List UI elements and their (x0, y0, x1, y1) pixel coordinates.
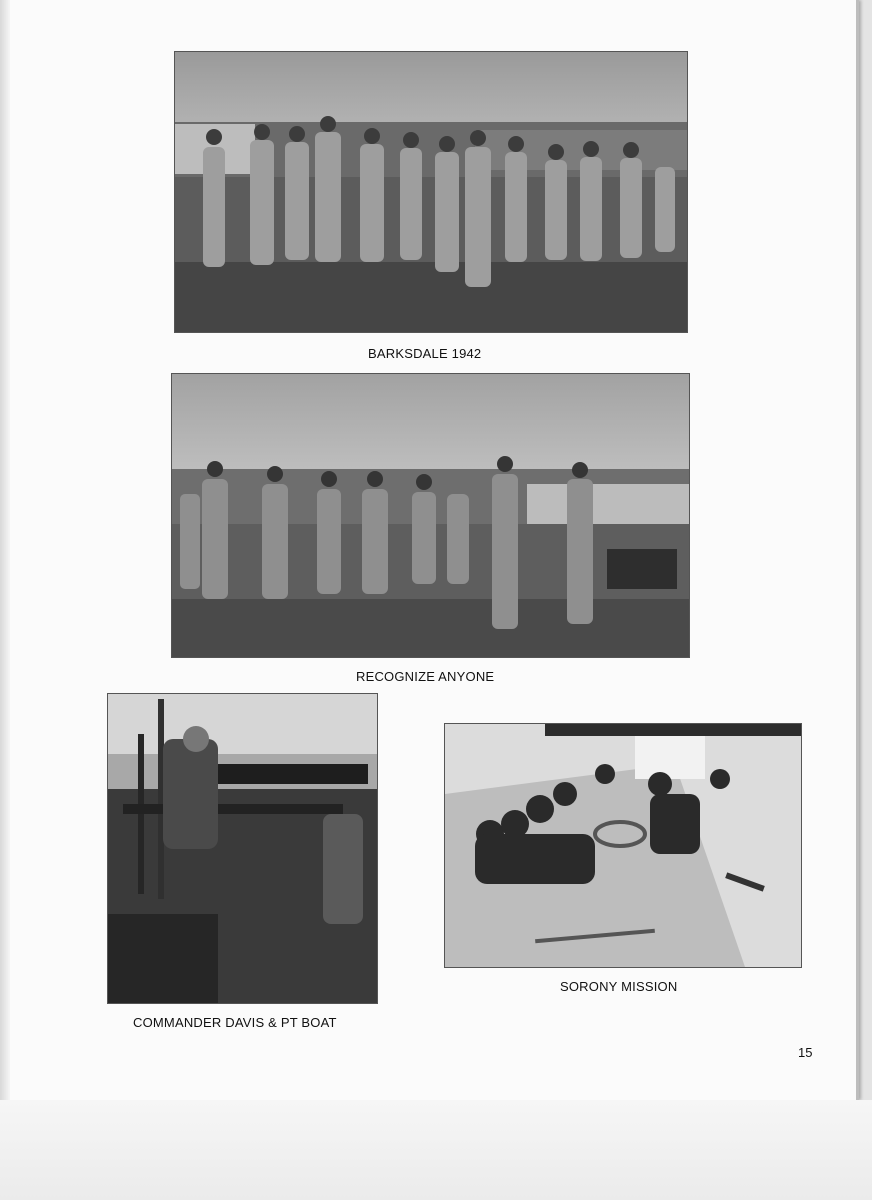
photo-barksdale-1942 (174, 51, 688, 333)
photo-sorony-mission (444, 723, 802, 968)
caption-recognize: RECOGNIZE ANYONE (356, 669, 495, 684)
photo-commander-davis (107, 693, 378, 1004)
caption-sorony: SORONY MISSION (560, 979, 678, 994)
photo-recognize-anyone (171, 373, 690, 658)
page-number: 15 (798, 1045, 813, 1060)
caption-barksdale: BARKSDALE 1942 (368, 346, 482, 361)
binding-shadow (0, 0, 10, 1100)
caption-commander: COMMANDER DAVIS & PT BOAT (133, 1015, 337, 1030)
page-bottom-edge (0, 1100, 872, 1200)
